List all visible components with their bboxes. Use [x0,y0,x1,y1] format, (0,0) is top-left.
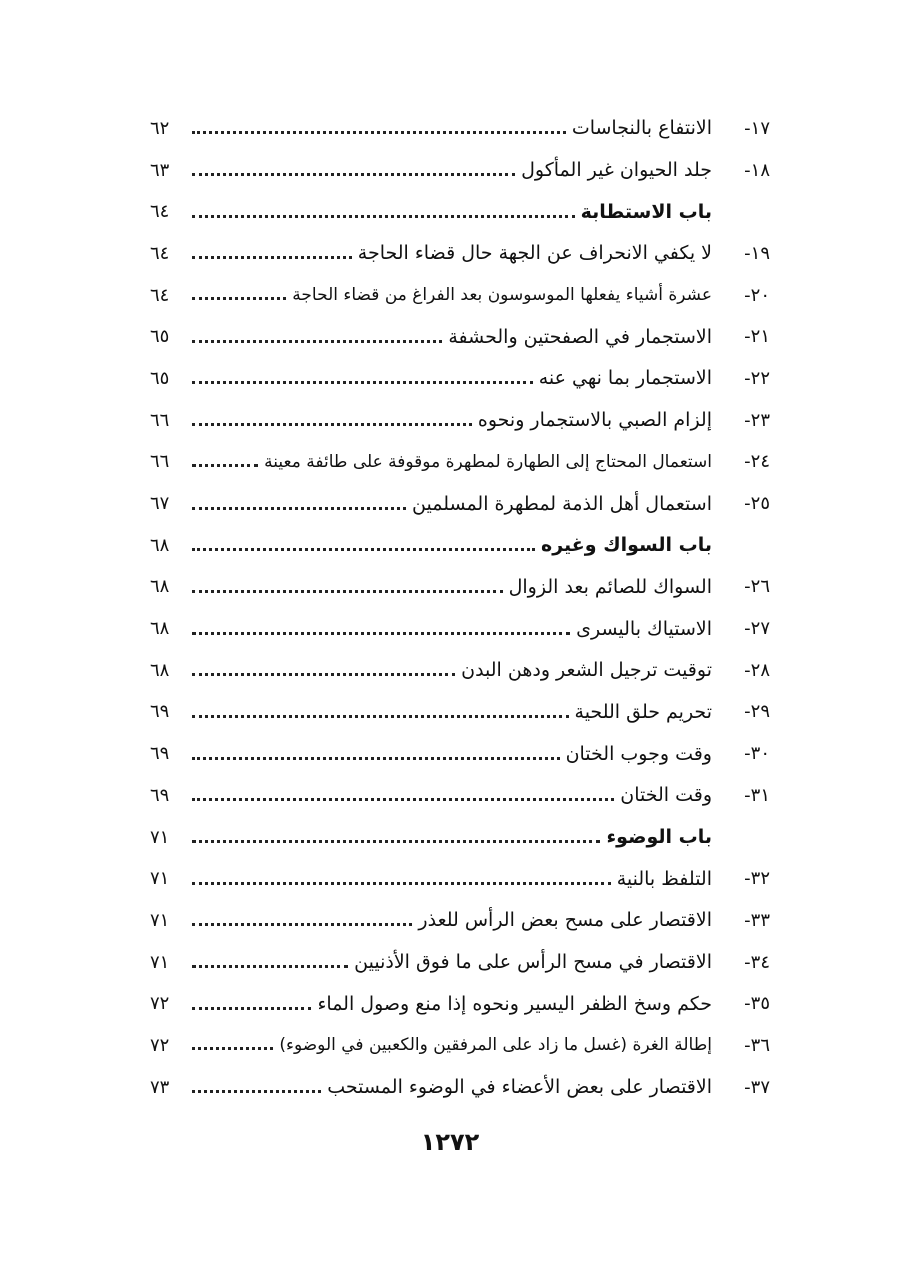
dot-leader [192,631,570,635]
entry-line [186,1078,712,1097]
entry-line [186,617,712,640]
entry-line [186,742,712,765]
entry-page: ٦٩ [150,701,170,723]
toc-entry [150,1025,770,1067]
entry-title: وقت وجوب الختان [565,742,712,765]
entry-title: السواك للصائم بعد الزوال [508,575,712,598]
section-title: باب السواك وغيره [541,534,712,557]
entry-number: ٣٧- [744,1076,770,1098]
dot-leader [192,714,569,718]
toc-entry [150,316,770,358]
entry-title: الاقتصار على بعض الأعضاء في الوضوء المستحب [327,1076,712,1099]
entry-page: ٦٥ [150,326,170,348]
dot-leader [192,172,515,176]
entry-line [186,411,712,430]
entry-title: الاستجمار في الصفحتين والحشفة [448,325,712,348]
toc-entry [150,942,770,984]
entry-line [186,369,712,388]
entry-page: ٦٨ [150,576,170,598]
dot-leader [192,214,575,218]
entry-number: ٢٥- [744,493,770,515]
toc-entry [150,983,770,1025]
toc-entry [150,650,770,692]
entry-title: الاقتصار على مسح بعض الرأس للعذر [418,909,712,932]
entry-title: جلد الحيوان غير المأكول [521,159,712,182]
page-number: ١٢٧٢ [420,1128,480,1156]
entry-number: ٢١- [744,326,770,348]
entry-title: الاقتصار في مسح الرأس على ما فوق الأذنيين [354,951,712,974]
entry-page: ٧١ [150,868,170,890]
toc-entry [150,233,770,275]
entry-page: ٧٢ [150,1034,170,1056]
entry-title: الانتفاع بالنجاسات [571,117,712,140]
toc-entry [150,400,770,442]
entry-number: ١٧- [744,117,770,139]
entry-line [186,700,712,723]
entry-number: ٢٣- [744,409,770,431]
entry-line [186,161,712,180]
toc-entry [150,567,770,609]
entry-page: ٧١ [150,826,170,848]
dot-leader [192,255,352,259]
entry-number: ١٩- [744,242,770,264]
toc-section-heading [150,817,770,859]
entry-number: ٢٤- [744,451,770,473]
toc-entry [150,483,770,525]
entry-page: ٧١ [150,909,170,931]
dot-leader [192,463,258,467]
entry-number: ٢٧- [744,618,770,640]
entry-page: ٦٨ [150,618,170,640]
entry-line [186,200,712,223]
entry-page: ٦٤ [150,201,170,223]
entry-line [186,287,712,304]
entry-title: إطالة الغرة (غسل ما زاد على المرفقين والكعبين في الوضوء) [279,1035,712,1056]
entry-line [186,575,712,598]
entry-page: ٧٣ [150,1076,170,1098]
entry-line [186,786,712,805]
dot-leader [192,380,533,384]
toc-entry [150,900,770,942]
section-title: باب الوضوء [606,826,712,849]
dot-leader [192,296,286,300]
entry-title: إلزام الصبي بالاستجمار ونحوه [477,409,712,432]
entry-page: ٦٢ [150,117,170,139]
entry-line [186,536,712,555]
entry-page: ٦٤ [150,242,170,264]
toc-entry [150,1067,770,1109]
entry-number: ٢٦- [744,576,770,598]
entry-number: ١٨- [744,159,770,181]
entry-line [186,911,712,930]
entry-line [186,992,712,1015]
entry-title: حكم وسخ الظفر اليسير ونحوه إذا منع وصول الماء [317,992,712,1015]
toc-entry [150,442,770,484]
entry-number: ٣٢- [744,868,770,890]
entry-line [186,828,712,847]
entry-title: عشرة أشياء يفعلها الموسوسون بعد الفراغ من قضاء الحاجة [292,285,712,306]
entry-page: ٦٥ [150,367,170,389]
toc-entry [150,775,770,817]
dot-leader [192,422,472,426]
entry-number: ٢٩- [744,701,770,723]
entry-page: ٦٧ [150,493,170,515]
dot-leader [192,506,406,510]
toc-section-heading [150,525,770,567]
entry-page: ٧٢ [150,993,170,1015]
entry-page: ٦٦ [150,409,170,431]
toc-entry [150,150,770,192]
entry-line [186,492,712,515]
toc-entry [150,108,770,150]
entry-title: لا يكفي الانحراف عن الجهة حال قضاء الحاجة [357,242,712,265]
entry-page: ٦٨ [150,659,170,681]
entry-title: الاستياك باليسرى [576,617,712,640]
toc-entry [150,733,770,775]
dot-leader [192,672,455,676]
dot-leader [192,922,412,926]
entry-number: ٢٢- [744,367,770,389]
entry-number: ٣٥- [744,993,770,1015]
entry-line [186,953,712,972]
dot-leader [192,339,442,343]
entry-line [186,451,712,472]
entry-page: ٦٣ [150,159,170,181]
section-title: باب الاستطابة [580,200,712,223]
toc-entry [150,275,770,317]
entry-number: ٣١- [744,784,770,806]
dot-leader [192,964,348,968]
toc-entry [150,358,770,400]
entry-number: ٢٨- [744,659,770,681]
entry-line [186,1037,712,1054]
toc-entry [150,608,770,650]
entry-number: ٣٠- [744,743,770,765]
dot-leader [192,797,614,801]
dot-leader [192,1089,321,1093]
entry-title: الاستجمار بما نهي عنه [538,367,712,390]
entry-page: ٦٨ [150,534,170,556]
entry-title: استعمال أهل الذمة لمطهرة المسلمين [412,492,712,515]
dot-leader [192,839,600,843]
table-of-contents [150,108,770,1109]
entry-line [186,119,712,138]
dot-leader [192,589,503,593]
entry-number: ٣٤- [744,951,770,973]
entry-title: التلفظ بالنية [616,867,712,890]
entry-line [186,867,712,890]
toc-entry [150,858,770,900]
entry-line [186,325,712,348]
entry-number: ٢٠- [744,284,770,306]
toc-section-heading [150,191,770,233]
entry-number: ٣٦- [744,1034,770,1056]
toc-entry [150,692,770,734]
dot-leader [192,756,560,760]
entry-title: وقت الختان [620,784,712,807]
entry-page: ٧١ [150,951,170,973]
entry-title: توقيت ترجيل الشعر ودهن البدن [461,659,712,682]
entry-page: ٦٤ [150,284,170,306]
entry-page: ٦٩ [150,784,170,806]
entry-title: استعمال المحتاج إلى الطهارة لمطهرة موقوفة على طائفة معينة [264,451,712,472]
entry-page: ٦٩ [150,743,170,765]
entry-title: تحريم حلق اللحية [574,700,712,723]
dot-leader [192,130,566,134]
dot-leader [192,547,535,551]
dot-leader [192,881,611,885]
entry-page: ٦٦ [150,451,170,473]
dot-leader [192,1046,273,1050]
dot-leader [192,1006,311,1010]
entry-line [186,244,712,263]
entry-line [186,661,712,680]
entry-number: ٣٣- [744,909,770,931]
